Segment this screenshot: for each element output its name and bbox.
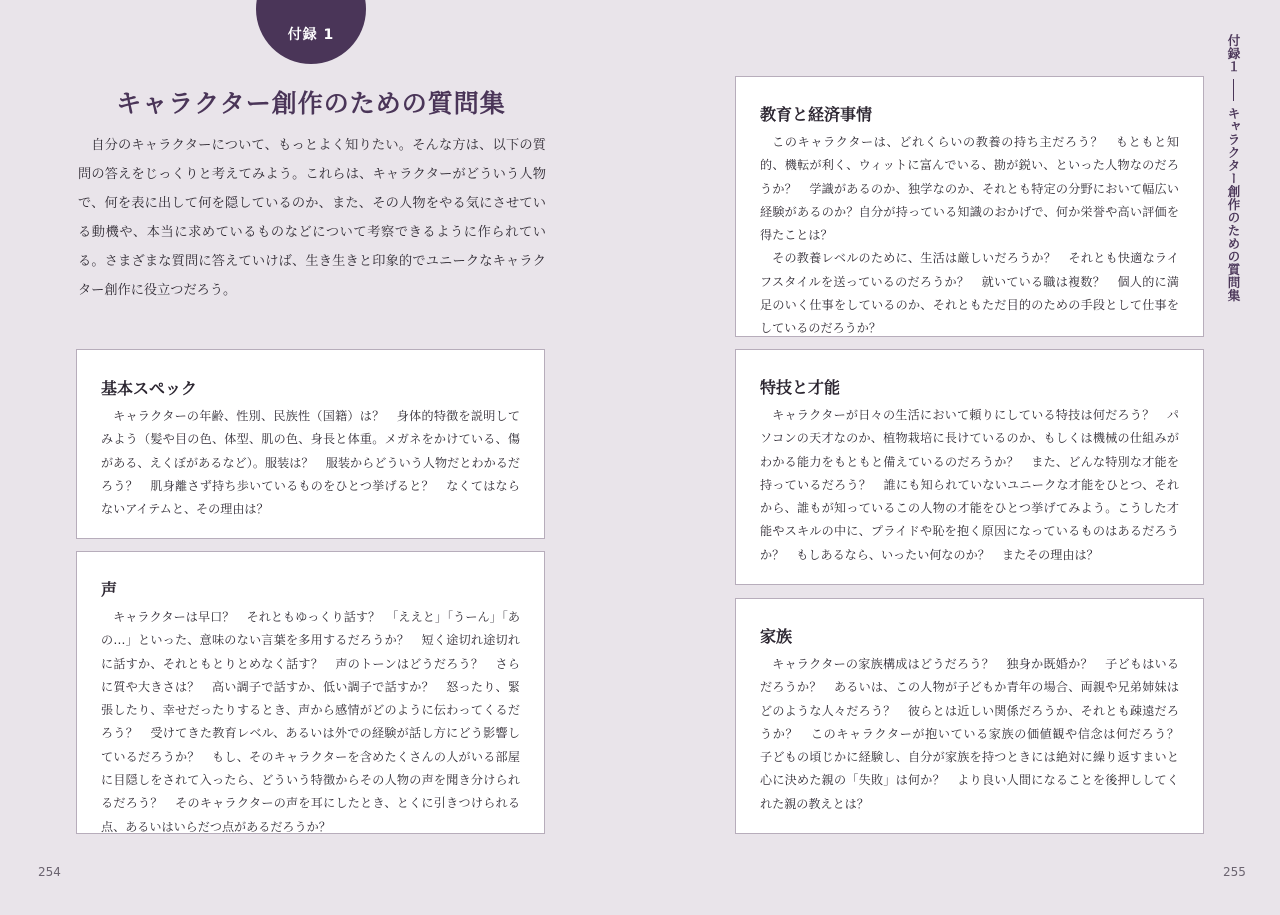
section-text: キャラクターが日々の生活において頼りにしている特技は何だろう？ パソコンの天才なのか、植物栽培に長けているのか、もしくは機械の仕組みがわかる能力をもともと備えているのだろうか？ また、どんな特別な才能を持っているだろう？ 誰にも知られていないユニークな才能をひとつ、それから、誰もが知っているこの人物の才能をひとつ挙げてみよう。こうした才能やスキルの中に、プライドや恥を抱く原因になっているものはあるだろうか？ もしあるなら、いったい何なのか？ またその理由は？ [760,408,1179,562]
section-education-economy [735,76,1204,337]
section-text-2: その教養レベルのために、生活は厳しいだろうか？ それとも快適なライフスタイルを送っているのだろうか？ 就いている職は複数？ 個人的に満足のいく仕事をしているのか、それともただ目的のための手段として仕事をしているのだろうか？ [760,251,1179,336]
appendix-label: 付録 1 [287,27,335,43]
section-family [735,598,1204,834]
intro-paragraph: 自分のキャラクターについて、もっとよく知りたい。そんな方は、以下の質問の答えをじっくりと考えてみよう。これらは、キャラクターがどういう人物で、何を表に出して何を隠しているのか、また、その人物をやる気にさせている動機や、本当に求めているものなどについて考察できるように作られている。さまざまな質問に答えていけば、生き生きと印象的でユニークなキャラクター創作に役立つだろう。 [78,138,546,298]
section-basic-spec [76,349,545,539]
section-text: このキャラクターは、どれくらいの教養の持ち主だろう？ もともと知的、機転が利く、ウィットに富んでいる、勘が鋭い、といった人物なのだろうか？ 学識があるのか、独学なのか、それとも特定の分野において幅広い経験があるのか？自分が持っている知識のおかげで、何か栄誉や高い評価を得たことは？ [760,135,1179,243]
right-page [640,0,1280,915]
side-tab-divider [1233,79,1234,101]
appendix-badge [256,0,366,64]
section-heading: 教育と経済事情 [760,105,873,124]
side-tab [1224,34,1242,302]
section-heading: 声 [101,580,118,599]
section-voice [76,551,545,834]
side-tab-title: キャラクター創作のための質問集 [1226,107,1241,302]
section-heading: 基本スペック [101,379,198,398]
section-text: キャラクターは早口？ それともゆっくり話す？ 「ええと」「うーん」「あの…」といった、意味のない言葉を多用するだろうか？ 短く途切れ途切れに話すか、それともとりとめなく話す？ 声のトーンはどうだろう？ さらに質や大きさは？ 高い調子で話すか、低い調子で話すか？ 怒ったり、緊張したり、幸せだったりするとき、声から感情がどのように伝わってくるだろう？ 受けてきた教育レベル、あるいは外での経験が話し方にどう影響しているだろうか？ もし、そのキャラクターを含めたくさんの人がいる部屋に目隠しをされて入ったら、どういう特徴からその人物の声を聞き分けられるだろう？ そのキャラクターの声を耳にしたとき、とくに引きつけられる点、あるいはいらだつ点があるだろうか？ [101,610,520,834]
section-text: キャラクターの家族構成はどうだろう？ 独身か既婚か？ 子どもはいるだろうか？ あるいは、この人物が子どもか青年の場合、両親や兄弟姉妹はどのような人々だろう？ 彼らとは近しい関係だろうか、それとも疎遠だろうか？ このキャラクターが抱いている家族の価値観や信念は何だろう？ 子どもの頃じかに経験し、自分が家族を持つときには絶対に繰り返すまいと心に決めた親の「失敗」は何か？ より良い人間になることを後押ししてくれた親の教えとは？ [760,657,1192,811]
page-number: 255 [1223,865,1246,879]
section-heading: 特技と才能 [760,378,841,397]
section-text: キャラクターの年齢、性別、民族性（国籍）は？ 身体的特徴を説明してみよう（髪や目の色、体型、肌の色、身長と体重。メガネをかけている、傷がある、えくぼがあるなど）。服装は？ 服装からどういう人物だとわかるだろう？ 肌身離さず持ち歩いているものをひとつ挙げると？ なくてはならないアイテムと、その理由は？ [101,409,520,517]
section-heading: 家族 [760,627,793,646]
page-title: キャラクター創作のための質問集 [116,89,506,118]
side-tab-appendix-label: 付録１ [1226,34,1241,73]
section-skills-talents [735,349,1204,585]
page-number: 254 [38,865,61,879]
